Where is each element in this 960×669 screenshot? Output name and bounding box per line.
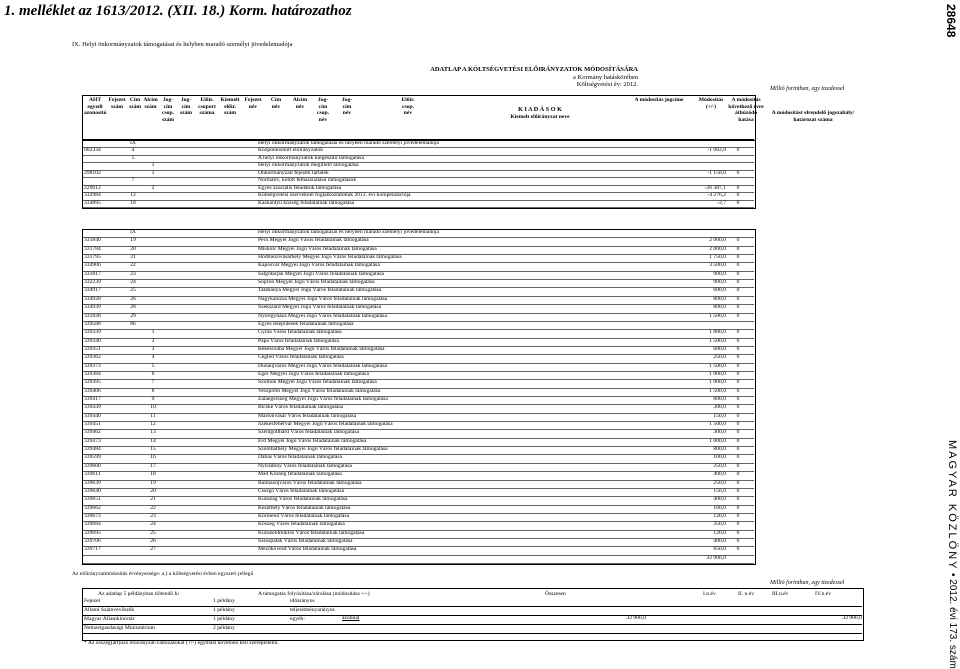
row-id: 339439	[84, 404, 119, 411]
row-name: Érd Megyei Jogú Város feladatainak támogatása	[258, 438, 678, 445]
row-id: 331817	[84, 271, 119, 278]
row-next-year: 0	[732, 471, 744, 478]
row-value: 1 000,0	[660, 371, 726, 378]
row-value: 300,0	[660, 404, 726, 411]
section-title: IX. Helyi önkormányzatok támogatásai és helyben maradó személyi jövedelemadója	[72, 41, 292, 48]
validity-value: a.) a költségvetési évben egyszeri jellegű	[162, 571, 254, 577]
quarter-2: II. n.év	[738, 591, 754, 597]
row-name: Körmend Város feladatainak támogatása	[258, 513, 678, 520]
row-name: Székesfehérvár Megyei Jogú Város feladatainak támogatása	[258, 421, 678, 428]
row-cim: 26	[125, 296, 141, 303]
row-name: Szolnok Megyei Jogú Város feladatainak támogatása	[258, 379, 678, 386]
row-name: Martonvásár Város feladatainak támogatása	[258, 413, 678, 420]
row-next-year: 0	[732, 279, 744, 286]
row-alcim: 1	[145, 170, 161, 177]
row-id: 334939	[84, 304, 119, 311]
row-id: 332984	[84, 192, 119, 199]
row-name: Szombathely Megyei Jogú Város feladatainak támogatása	[258, 446, 678, 453]
recipient-count: 2 példány	[213, 625, 235, 631]
row-value: 600,0	[660, 287, 726, 294]
row-id: 339340	[84, 338, 119, 345]
row-value: 900,0	[660, 279, 726, 286]
row-cim: 5	[125, 155, 141, 162]
row-cim: 22	[125, 262, 141, 269]
row-value: 1 500,0	[660, 338, 726, 345]
row-name: Pécs Megyei Jogú Város feladatainak támogatása	[258, 237, 678, 244]
form-title	[338, 66, 638, 89]
row-id: 339395	[84, 379, 119, 386]
row-next-year: 0	[732, 313, 744, 320]
recipient-timing: időarányos	[290, 598, 315, 604]
row-name: Szekszárd Megyei Jogú Város feladatainak támogatása	[258, 304, 678, 311]
row-alcim: 2	[145, 185, 161, 192]
row-name: Salgótarján Megyei Jogú Város feladatainak támogatása	[258, 271, 678, 278]
row-next-year: 0	[732, 446, 744, 453]
row-next-year: 0	[732, 304, 744, 311]
row-value: 1 000,0	[660, 438, 726, 445]
row-alcim: 18	[145, 471, 161, 478]
row-value: 150,0	[660, 413, 726, 420]
row-alcim: 8	[145, 388, 161, 395]
row-value: 800,0	[660, 446, 726, 453]
recipient-count: 1 példány	[213, 616, 235, 622]
page-header-title: 1. melléklet az 1613/2012. (XII. 18.) Korm. határozathoz	[4, 3, 352, 20]
total-value-2: 32 906,0	[812, 615, 862, 621]
validity	[72, 571, 253, 577]
row-id: 339600	[84, 463, 119, 470]
row-name: Nyírádony Város feladatainak támogatása	[258, 463, 678, 470]
row-value: 400,0	[660, 538, 726, 545]
row-name: Egyes szociális feladatok támogatása	[258, 185, 678, 192]
row-name: Zalaegerszeg Megyei Jogú Város feladatainak támogatása	[258, 396, 678, 403]
row-alcim: 26	[145, 538, 161, 545]
row-value: 1 500,0	[660, 421, 726, 428]
block-1-box	[82, 140, 756, 209]
row-value: -1 082,0	[660, 147, 726, 154]
row-name: Normatív, kötött felhasználású támogatások	[258, 177, 678, 184]
row-next-year: 0	[732, 496, 744, 503]
row-id: 331828	[84, 313, 119, 320]
row-id: 339373	[84, 363, 119, 370]
row-next-year: 0	[732, 271, 744, 278]
row-cim: IX	[125, 140, 141, 147]
row-id: 339451	[84, 421, 119, 428]
form-title-line: ADATLAP A KÖLTSÉGVETÉSI ELŐIRÁNYZATOK MÓDOSÍTÁSÁRA	[338, 66, 638, 74]
row-next-year: 0	[732, 192, 744, 199]
row-value: 120,0	[660, 530, 726, 537]
quarter-3: III.n.év	[772, 591, 788, 597]
col-kovetkezo-evre: A módosítás következő évre áthúzódó hatása	[728, 97, 764, 123]
row-alcim: 15	[145, 446, 161, 453]
row-id: 339695	[84, 530, 119, 537]
row-id: 339339	[84, 329, 119, 336]
col-cim-szam: Cím szám	[128, 97, 142, 110]
col-kiemelt-eloir-neve: Kiemelt előirányzat neve	[500, 114, 580, 121]
total-label: Összesen	[545, 591, 566, 597]
row-id: 339639	[84, 480, 119, 487]
row-alcim: 3	[145, 346, 161, 353]
col-alcim-nev: Alcím név	[290, 97, 310, 110]
row-name: Veszprém Megyei Jogú Város feladatainak támogatása	[258, 388, 678, 395]
col-aht: AHT egyedi azonosító	[84, 97, 106, 117]
row-value: 1 500,0	[660, 363, 726, 370]
row-next-year: 0	[732, 363, 744, 370]
unit-label: Millió forintban, egy tizedessel	[770, 86, 844, 92]
row-value: 1 500,0	[660, 388, 726, 395]
row-value: 1 750,0	[660, 254, 726, 261]
row-alcim: 4	[145, 354, 161, 361]
row-cim: 24	[125, 279, 141, 286]
row-name: Kőszeg Város feladatainak támogatása	[258, 521, 678, 528]
col-jogszabaly: A módosítást elrendelő jogszabály/ határozat száma	[770, 110, 856, 123]
row-alcim: 1	[145, 162, 161, 169]
col-fejezet-nev: Fejezet név	[243, 97, 263, 110]
row-cim: 86	[125, 321, 141, 328]
row-cim: IX	[125, 229, 141, 236]
row-alcim: 17	[145, 463, 161, 470]
row-value: 800,0	[660, 396, 726, 403]
row-alcim: 13	[145, 429, 161, 436]
row-alcim: 9	[145, 396, 161, 403]
row-next-year: 0	[732, 530, 744, 537]
row-id: 331784	[84, 246, 119, 253]
journal-issue: • 2012. évi 173. szám	[947, 573, 958, 669]
row-value: 1 500,0	[660, 313, 726, 320]
row-name: Kaposvár Megyei Jogú Város feladatainak támogatása	[258, 262, 678, 269]
row-alcim: 19	[145, 480, 161, 487]
row-name: Mád Község feladatainak támogatása	[258, 471, 678, 478]
row-next-year: 0	[732, 254, 744, 261]
row-next-year: 0	[732, 421, 744, 428]
total-value-1: 32 906,0	[596, 615, 646, 621]
row-next-year: 0	[732, 354, 744, 361]
row-name: Nagykanizsa Megyei Jogú Város feladatainak támogatása	[258, 296, 678, 303]
row-id: 339611	[84, 471, 119, 478]
row-alcim: 16	[145, 454, 161, 461]
row-alcim: 12	[145, 421, 161, 428]
row-cim: 7	[125, 177, 141, 184]
row-next-year: 0	[732, 454, 744, 461]
row-alcim: 24	[145, 521, 161, 528]
row-id: 339406	[84, 388, 119, 395]
col-jogcim-csop: Jog-cím csop. szám	[160, 97, 176, 123]
row-value: 3 500,0	[660, 262, 726, 269]
recipient-name: Magyar Államkincstár	[84, 616, 134, 622]
row-name: Balmazújváros Város feladatainak támogatása	[258, 480, 678, 487]
row-next-year: 0	[732, 480, 744, 487]
row-alcim: 10	[145, 404, 161, 411]
row-name: Költségvetési szerveknél foglalkoztatottak 2012. évi kompenzációja	[258, 192, 678, 199]
row-name: Gyula Város feladatainak támogatása	[258, 329, 678, 336]
col-jogcim-szam: Jog-cím szám	[178, 97, 194, 117]
row-value: 2 000,0	[660, 246, 726, 253]
row-next-year: 0	[732, 346, 744, 353]
row-name: Központosított előirányzatok	[258, 147, 678, 154]
row-id: 339673	[84, 513, 119, 520]
row-id: 298102	[84, 170, 119, 177]
copies-label: Az adatlap 5 példányban töltendő ki	[98, 591, 179, 597]
row-value: -4 276,2	[660, 192, 726, 199]
support-label: A támogatás folyósítása/zárolása (módosítása +/-)	[258, 591, 370, 597]
row-id: 339384	[84, 371, 119, 378]
row-alcim: 22	[145, 505, 161, 512]
row-alcim: 25	[145, 530, 161, 537]
form-title-line: a Kormány hatáskörében	[338, 74, 638, 82]
page-number: 28648	[944, 4, 958, 37]
row-value: -26 387,1	[660, 185, 726, 192]
block-2-box	[82, 229, 756, 565]
row-id: 339662	[84, 505, 119, 512]
col-jogcim-nev: Jog-cím név	[338, 97, 356, 117]
row-id: 339462	[84, 429, 119, 436]
row-cim: 29	[125, 313, 141, 320]
row-next-year: 0	[732, 513, 744, 520]
row-cim: 20	[125, 246, 141, 253]
row-next-year: 0	[732, 246, 744, 253]
row-id: 331795	[84, 254, 119, 261]
row-name: Tatabánya Megyei Jogú Város feladatainak támogatása	[258, 287, 678, 294]
row-alcim: 7	[145, 379, 161, 386]
row-next-year: 0	[732, 396, 744, 403]
row-name: Eger Megyei Jogú Város feladatainak támogatása	[258, 371, 678, 378]
recipient-count: 1 példány	[213, 607, 235, 613]
row-alcim: 14	[145, 438, 161, 445]
row-id: 339351	[84, 346, 119, 353]
row-value: 1 800,0	[660, 329, 726, 336]
col-eloir-csoport: Előir. csoport száma	[196, 97, 218, 117]
row-id: 339706	[84, 538, 119, 545]
row-value: -2,7	[660, 200, 726, 207]
row-name: Miskolc Megyei Jogú Város feladatainak támogatása	[258, 246, 678, 253]
row-value: 900,0	[660, 271, 726, 278]
row-name: Cegléd Város feladatainak támogatása	[258, 354, 678, 361]
row-id: 339717	[84, 546, 119, 553]
row-value: 400,0	[660, 471, 726, 478]
row-alcim: 5	[145, 363, 161, 370]
row-cim: 25	[125, 287, 141, 294]
row-name: Sárospatak Város feladatainak támogatása	[258, 538, 678, 545]
row-value: -1 158,0	[660, 170, 726, 177]
row-name: Helyi önkormányzatok támogatásai és helyben maradó személyi jövedelemadója	[258, 140, 678, 147]
form-title-line: Költségvetési év: 2012.	[338, 81, 638, 89]
row-name: Szentgotthárd Város feladatainak támogatása	[258, 429, 678, 436]
row-value: 800,0	[660, 296, 726, 303]
row-id: 334917	[84, 287, 119, 294]
row-name: Önkormányzati fejezeti tartalék	[258, 170, 678, 177]
row-cim: 28	[125, 304, 141, 311]
col-kiemelt-eloir: Kiemelt előir. szám	[220, 97, 240, 117]
row-cim: 23	[125, 271, 141, 278]
row-name: Pápa Város feladatainak támogatása	[258, 338, 678, 345]
col-modositas-jogcime: A módosítás jogcíme	[624, 97, 694, 104]
row-name: Bicske Város feladatainak támogatása	[258, 404, 678, 411]
row-id: 339417	[84, 396, 119, 403]
col-modositas: Módosítás (+/-)	[694, 97, 728, 110]
row-id: 339640	[84, 488, 119, 495]
row-name: Csurgó Város feladatainak támogatása	[258, 488, 678, 495]
col-alcim-szam: Alcím szám	[143, 97, 158, 110]
row-next-year: 0	[732, 404, 744, 411]
row-name: Kunszág Város feladatainak támogatása	[258, 496, 678, 503]
row-cim: 18	[125, 200, 141, 207]
row-value: 250,0	[660, 354, 726, 361]
row-name: Dabas Város feladatainak támogatása	[258, 454, 678, 461]
recipient-count: 1 példány	[213, 598, 235, 604]
immediate-label: azonnal	[342, 615, 359, 621]
row-value: 250,0	[660, 480, 726, 487]
row-next-year: 0	[732, 147, 744, 154]
recipient-name: Állami Számvevőszék	[84, 607, 134, 613]
row-value: 32 906,0	[660, 555, 726, 562]
row-id: 339473	[84, 438, 119, 445]
row-name: Dunaújváros Megyei Jogú Város feladatainak támogatása	[258, 363, 678, 370]
row-id: 334928	[84, 296, 119, 303]
row-next-year: 0	[732, 388, 744, 395]
row-alcim: 6	[145, 371, 161, 378]
row-next-year: 0	[732, 338, 744, 345]
row-id: 339684	[84, 521, 119, 528]
row-value: 300,0	[660, 429, 726, 436]
row-id: 339362	[84, 354, 119, 361]
row-next-year: 0	[732, 521, 744, 528]
col-fejezet-szam: Fejezet szám	[108, 97, 126, 110]
row-alcim: 20	[145, 488, 161, 495]
row-value: 120,0	[660, 513, 726, 520]
quarter-4: IV.n.év	[815, 591, 831, 597]
row-cim: 4	[125, 147, 141, 154]
recipient-timing: teljesítményarányos	[290, 607, 335, 613]
row-value: 100,0	[660, 454, 726, 461]
row-value: 350,0	[660, 521, 726, 528]
row-next-year: 0	[732, 200, 744, 207]
recipient-timing: egyéb:	[290, 616, 305, 622]
row-name: Sopron Megyei Jogú Város feladatainak támogatása	[258, 279, 678, 286]
row-next-year: 0	[732, 429, 744, 436]
row-name: Helyi önkormányzatok megillető támogatása	[258, 162, 678, 169]
row-name: Helyi önkormányzatok támogatásai és helyben maradó személyi jövedelemadója	[258, 229, 678, 236]
row-id: 002334	[84, 147, 119, 154]
row-id: 339588	[84, 321, 119, 328]
quarter-1: I.n.év	[703, 591, 716, 597]
row-id: 331840	[84, 237, 119, 244]
col-kiadasok: K I A D Á S O K	[510, 106, 570, 113]
row-next-year: 0	[732, 379, 744, 386]
row-name: Mezőkövesd Város feladatainak támogatása	[258, 546, 678, 553]
row-id: 339599	[84, 454, 119, 461]
row-value: 1 000,0	[660, 379, 726, 386]
row-next-year: 0	[732, 296, 744, 303]
row-next-year: 0	[732, 262, 744, 269]
row-id: 334906	[84, 262, 119, 269]
row-name: Egyes települések feladatainak támogatása	[258, 321, 678, 328]
row-name: Nyíregyháza Megyei Jogú Város feladatainak támogatása	[258, 313, 678, 320]
row-value: 250,0	[660, 463, 726, 470]
row-next-year: 0	[732, 413, 744, 420]
row-name: A helyi önkormányzatok kiegészítő támogatása	[258, 155, 678, 162]
row-value: 600,0	[660, 346, 726, 353]
row-name: Kaskantyú község feladatainak támogatása	[258, 200, 678, 207]
row-value: 400,0	[660, 496, 726, 503]
row-alcim: 27	[145, 546, 161, 553]
row-alcim: 21	[145, 496, 161, 503]
row-next-year: 0	[732, 371, 744, 378]
row-id: 334895	[84, 200, 119, 207]
row-id: 229012	[84, 185, 119, 192]
row-value: 800,0	[660, 304, 726, 311]
row-next-year: 0	[732, 488, 744, 495]
row-next-year: 0	[732, 237, 744, 244]
row-next-year: 0	[732, 505, 744, 512]
row-value: 160,0	[660, 505, 726, 512]
row-value: 156,0	[660, 488, 726, 495]
journal-name: MAGYAR KÖZLÖNY	[946, 440, 958, 570]
row-next-year: 0	[732, 538, 744, 545]
col-jogcim-csop-nev: Jog-cím csop. név	[314, 97, 332, 123]
row-next-year: 0	[732, 329, 744, 336]
row-alcim: 2	[145, 338, 161, 345]
validity-label: Az előirányzatmódosítás érvényessége:	[72, 571, 160, 577]
row-name: Békéscsaba Megyei Jogú Város feladatainak támogatása	[258, 346, 678, 353]
row-next-year: 0	[732, 185, 744, 192]
row-id: 339651	[84, 496, 119, 503]
recipient-name: Nemzetgazdasági Minisztérium	[84, 625, 155, 631]
recipient-name: Fejezet	[84, 598, 100, 604]
row-cim: 21	[125, 254, 141, 261]
footer-unit-label: Millió forintban, egy tizedessel	[770, 580, 844, 586]
row-alcim: 23	[145, 513, 161, 520]
row-value: 650,0	[660, 546, 726, 553]
row-next-year: 0	[732, 546, 744, 553]
row-next-year: 0	[732, 170, 744, 177]
footnote: * Az összeg(art)ozó előirányzat-változásokat (+/-) egymást követően kell szerepeltetni.	[84, 640, 279, 646]
row-id: 339484	[84, 446, 119, 453]
row-next-year: 0	[732, 438, 744, 445]
row-cim: 19	[125, 237, 141, 244]
row-next-year: 0	[732, 463, 744, 470]
row-name: Keszthely Város feladatainak támogatása	[258, 505, 678, 512]
row-alcim: 1	[145, 329, 161, 336]
row-value: 2 000,0	[660, 237, 726, 244]
row-id: 339440	[84, 413, 119, 420]
row-cim: 12	[125, 192, 141, 199]
row-name: Kunszentmiklós Város feladatainak támogatása	[258, 530, 678, 537]
row-id: 332239	[84, 279, 119, 286]
col-eloir-csop-nev: Előir. csop. név	[398, 97, 418, 117]
row-next-year: 0	[732, 287, 744, 294]
row-name: Hódmezővásárhely Megyei Jogú Város feladatainak támogatása	[258, 254, 678, 261]
row-alcim: 11	[145, 413, 161, 420]
col-cim-nev: Cím név	[266, 97, 286, 110]
